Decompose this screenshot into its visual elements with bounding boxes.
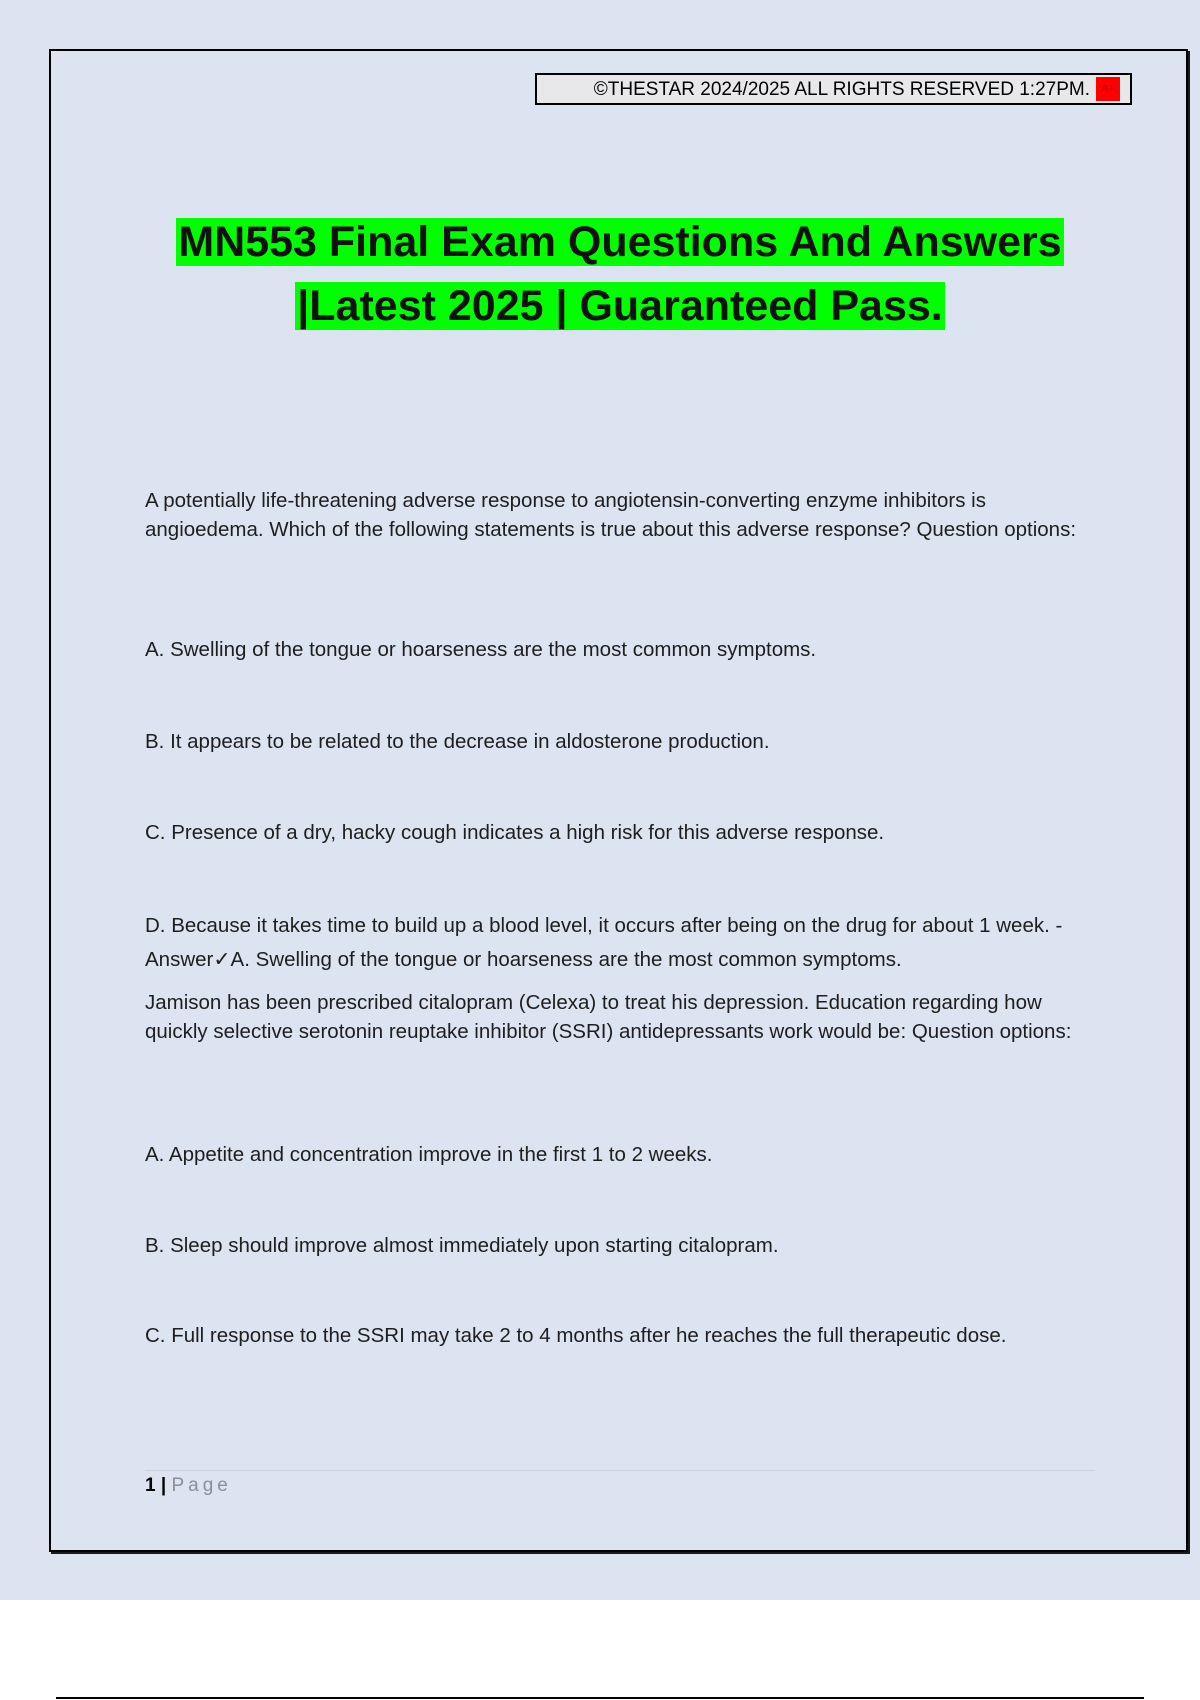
footer-divider: [145, 1470, 1095, 1471]
page-number: 1: [145, 1475, 156, 1496]
copyright-text: ©THESTAR 2024/2025 ALL RIGHTS RESERVED 1:27PM.: [593, 79, 1090, 100]
question-2-option-b: B. Sleep should improve almost immediately upon starting citalopram.: [145, 1234, 779, 1257]
question-2-option-c: C. Full response to the SSRI may take 2 to 4 months after he reaches the full therapeutic dose.: [145, 1324, 1007, 1347]
title-line-1: MN553 Final Exam Questions And Answers: [178, 218, 1062, 266]
document-title: [140, 210, 1100, 338]
footer-separator: |: [160, 1475, 167, 1496]
question-2-prompt: Jamison has been prescribed citalopram (Celexa) to treat his depression. Education regarding how quickly selective serotonin reuptake inhibitor (SSRI) antidepressants work would be: Question options:: [145, 991, 1072, 1043]
copyright-header: [535, 73, 1132, 105]
bottom-rule: [56, 1697, 1144, 1699]
title-line-2: |Latest 2025 | Guaranteed Pass.: [297, 282, 943, 330]
page-label: Page: [171, 1475, 232, 1496]
question-1-prompt: A potentially life-threatening adverse response to angiotensin-converting enzyme inhibitors is angioedema. Which of the following statements is true about this adverse response? Question options:: [145, 489, 1077, 541]
grade-badge: A+: [1096, 77, 1120, 101]
question-1-option-a: A. Swelling of the tongue or hoarseness are the most common symptoms.: [145, 638, 817, 661]
question-1-option-d-answer: D. Because it takes time to build up a blood level, it occurs after being on the drug for about 1 week. - Answer✓A. Swelling of the tongue or hoarseness are the most common symptoms.: [145, 914, 1063, 971]
page-footer: [145, 1474, 232, 1498]
question-2-option-a: A. Appetite and concentration improve in the first 1 to 2 weeks.: [145, 1143, 713, 1166]
question-1-option-c: C. Presence of a dry, hacky cough indicates a high risk for this adverse response.: [145, 821, 885, 844]
question-1-option-b: B. It appears to be related to the decrease in aldosterone production.: [145, 730, 770, 753]
